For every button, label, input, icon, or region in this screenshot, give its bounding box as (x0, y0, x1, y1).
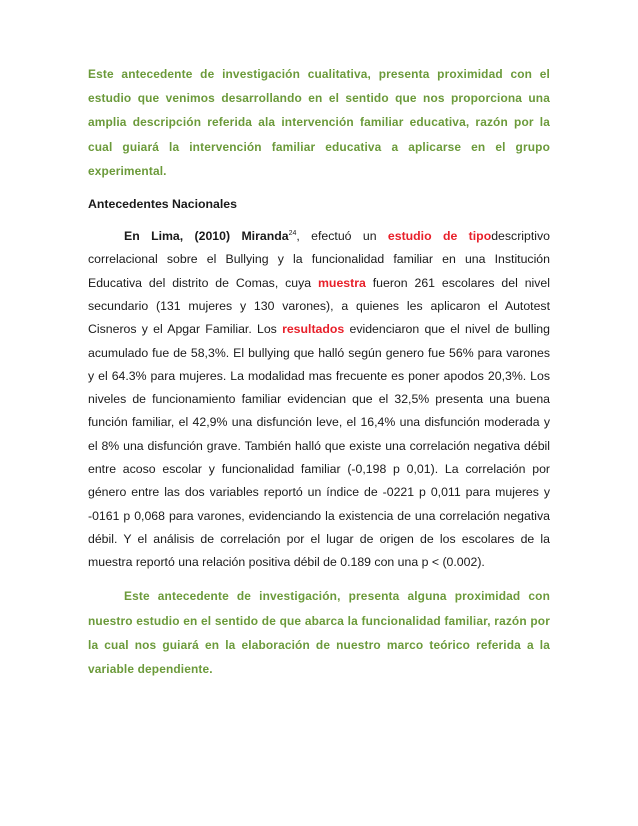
highlight-muestra: muestra (318, 275, 366, 290)
antecedent-text-2: fueron 261 escolares del nivel secundario (131 mujeres y 130 varones), a quienes les aplicaron el Autotest Cisneros y el Apgar Familiar. Los (88, 275, 551, 337)
footnote-reference: 24 (288, 229, 297, 237)
highlight-estudio-de-tipo: estudio de tipo (387, 229, 492, 244)
paragraph-antecedent (88, 225, 550, 574)
section-heading: Antecedentes Nacionales (88, 197, 237, 212)
antecedent-text-1: descriptivo correlacional sobre el Bullying y la funcionalidad familiar en una Institución Educativa del distrito de Comas, cuya (88, 229, 550, 290)
document-body (88, 62, 550, 681)
antecedent-text-3: evidenciaron que el nivel de bulling acumulado fue de 58,3%. El bullying que halló según genero fue 56% para varones y el 64.3% para mujeres. La modalidad mas frecuente es poner apodos 20,3%. Los niveles de funcionamiento familiar evidencian que el 32,5% presenta una buena función familiar, el 42,9% una disfunción leve, el 16,4% una disfunción moderada y el 8% una disfunción grave. También halló que existe una correlación negativa débil entre acoso escolar y funcionalidad familiar (-0,198 p 0,01). La correlación por género entre las dos variables reportó un índice de -0221 p 0,011 para mujeres y -0161 p 0,068 para varones, evidenciando la existencia de una correlación negativa débil. Y el análisis de correlación por el lugar de origen de los escolares de la muestra reportó una relación positiva débil de 0.189 con una p < (0.002). (88, 322, 550, 570)
paragraph-commentary-1: Este antecedente de investigación cualitativa, presenta proximidad con el estudio que venimos desarrollando en el sentido que nos proporciona una amplia descripción referida ala intervención familiar educativa, razón por la cual guiará la intervención familiar educativa a aplicarse en el grupo experimental. (88, 67, 550, 178)
antecedent-text-0: , efectuó un (296, 229, 388, 244)
antecedent-lead: En Lima, (2010) Miranda (124, 229, 289, 244)
paragraph-commentary-2: Este antecedente de investigación, presenta alguna proximidad con nuestro estudio en el sentido de que abarca la funcionalidad familiar, razón por la cual nos guiará en la elaboración de nuestro marco teórico referida a la variable dependiente. (88, 589, 550, 677)
highlight-resultados: resultados (282, 322, 345, 337)
